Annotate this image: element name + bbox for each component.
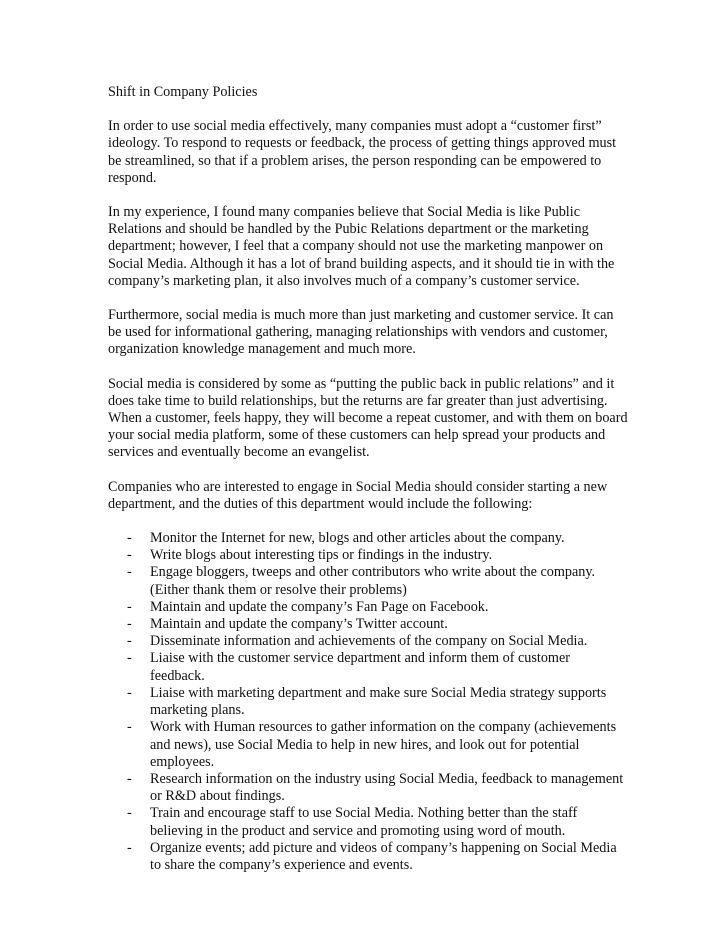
list-dash: -	[127, 616, 132, 633]
document-heading: Shift in Company Policies	[108, 84, 258, 100]
paragraph-customer-first: In order to use social media effectively, many companies must adopt a “customer first” ideology. To respond to requests or feedback, the process of getting things approved must be streamlined, so that if a problem arises, the person responding can be empowered to respond.	[108, 118, 617, 186]
list-item	[108, 599, 628, 616]
list-dash: -	[127, 547, 132, 564]
paragraph-building-relationships: Social media is considered by some as “putting the public back in public relations” and it does take time to build relationships, but the returns are far greater than just advertising. When a customer, feels happy, they will become a repeat customer, and with them on board your social media platform, some of these customers can help spread your products and services and eventually become an evangelist.	[108, 375, 628, 461]
list-item-text: Liaise with marketing department and make sure Social Media strategy supports marketing plans.	[150, 684, 607, 719]
list-item-text: Research information on the industry using Social Media, feedback to management or R&D about findings.	[150, 770, 624, 805]
list-dash: -	[127, 564, 132, 581]
list-item	[108, 771, 628, 805]
list-item-text: Disseminate information and achievements of the company on Social Media.	[150, 633, 588, 650]
list-item-text: Maintain and update the company’s Fan Page on Facebook.	[150, 598, 489, 615]
list-item	[108, 547, 628, 564]
paragraph-public-relations: In my experience, I found many companies believe that Social Media is like Public Relations and should be handled by the Pubic Relations department or the marketing department; however, I feel that a company should not use the marketing manpower on Social Media. Although it has a lot of brand building aspects, and it should tie in with the company’s marketing plan, it also involves much of a company’s customer service.	[108, 204, 615, 289]
paragraph-new-department: Companies who are interested to engage in Social Media should consider starting a new department, and the duties of this department would include the following:	[108, 478, 608, 512]
list-dash: -	[127, 719, 132, 736]
list-dash: -	[127, 598, 132, 615]
duties-list	[108, 530, 628, 874]
list-item	[108, 616, 628, 633]
list-dash: -	[127, 530, 132, 547]
list-item-text: Train and encourage staff to use Social Media. Nothing better than the staff believing in the product and service and promoting using word of mouth.	[150, 805, 578, 839]
list-item	[108, 564, 628, 598]
list-dash: -	[127, 633, 132, 650]
list-item-text: Engage bloggers, tweeps and other contributors who write about the company. (Either thank them or resolve their problems)	[150, 564, 596, 598]
list-dash: -	[127, 770, 132, 787]
list-item-text: Organize events; add picture and videos of company’s happening on Social Media to share the company’s experience and events.	[150, 839, 617, 873]
list-item-text: Monitor the Internet for new, blogs and other articles about the company.	[150, 530, 565, 547]
list-item	[108, 805, 628, 839]
list-item-text: Write blogs about interesting tips or findings in the industry.	[150, 547, 493, 564]
list-item	[108, 633, 628, 650]
list-dash: -	[127, 684, 132, 701]
list-item-text: Work with Human resources to gather information on the company (achievements and news), use Social Media to help in new hires, and look out for potential employees.	[150, 719, 617, 770]
list-dash: -	[127, 839, 132, 856]
list-item	[108, 685, 628, 719]
document-page	[108, 84, 628, 874]
list-item-text: Liaise with the customer service department and inform them of customer feedback.	[150, 650, 570, 684]
list-dash: -	[127, 805, 132, 822]
paragraph-beyond-marketing: Furthermore, social media is much more than just marketing and customer service. It can be used for informational gathering, managing relationships with vendors and customer, organization knowledge management and much more.	[108, 307, 614, 358]
list-item	[108, 840, 628, 874]
list-item-text: Maintain and update the company’s Twitter account.	[150, 616, 448, 633]
list-item	[108, 530, 628, 547]
list-item	[108, 650, 628, 684]
list-item	[108, 719, 628, 771]
list-dash: -	[127, 650, 132, 667]
